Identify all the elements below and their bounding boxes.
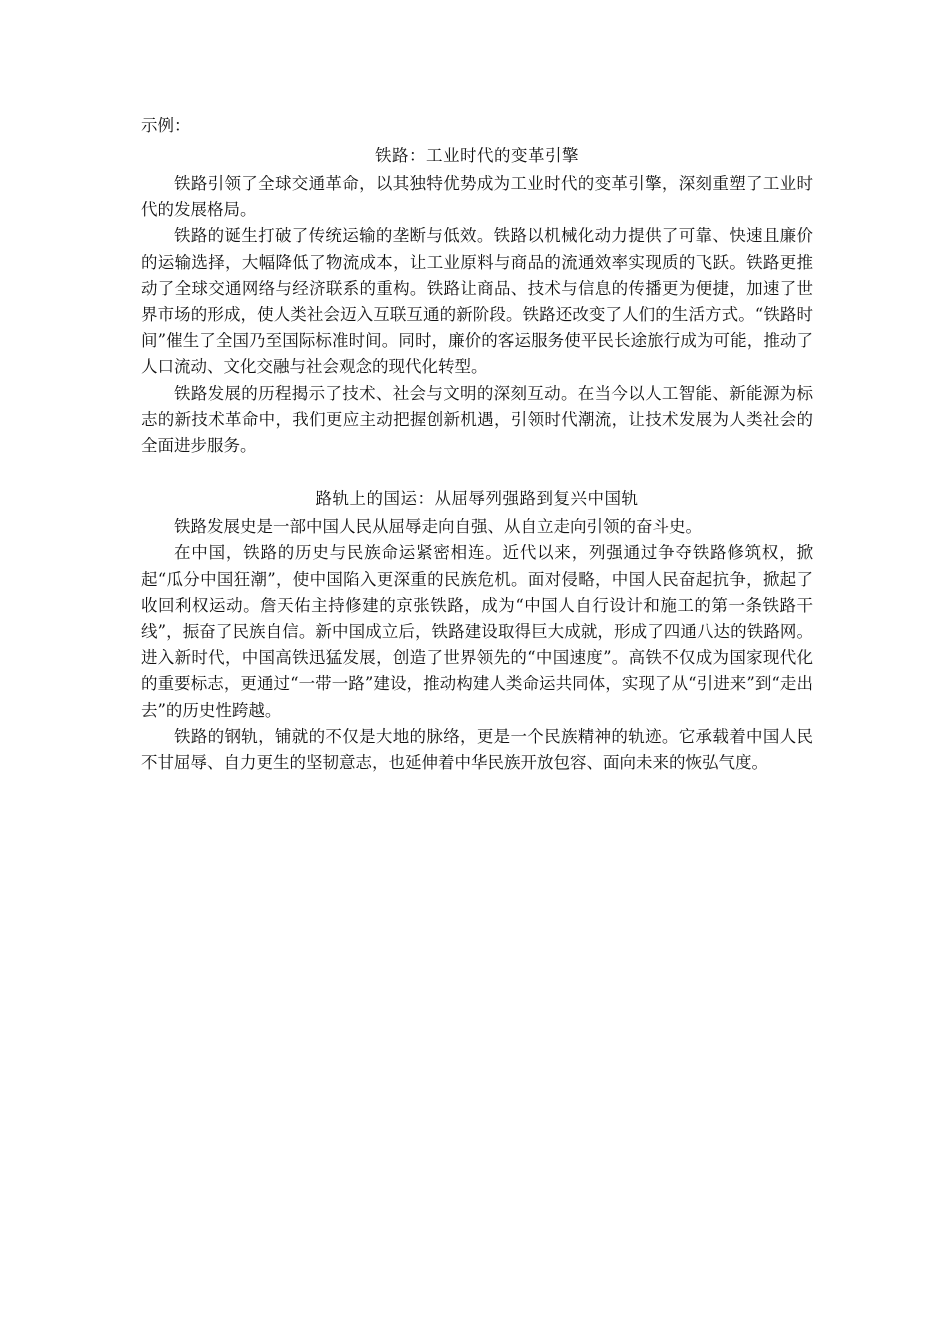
- document-page: [141, 113, 813, 776]
- essay-title-1: 铁路：工业时代的变革引擎: [375, 146, 579, 165]
- essay-section-1: [141, 143, 813, 459]
- essay-1-paragraph-2: 铁路的诞生打破了传统运输的垄断与低效。铁路以机械化动力提供了可靠、快速且廉价的运输选择，大幅降低了物流成本，让工业原料与商品的流通效率实现质的飞跃。铁路更推动了全球交通网络与经济联系的重构。铁路让商品、技术与信息的传播更为便捷，加速了世界市场的形成，使人类社会迈入互联互通的新阶段。铁路还改变了人们的生活方式。“铁路时间”催生了全国乃至国际标准时间。同时，廉价的客运服务使平民长途旅行成为可能，推动了人口流动、文化交融与社会观念的现代化转型。: [141, 226, 813, 377]
- essay-2-paragraph-1: 铁路发展史是一部中国人民从屈辱走向自强、从自立走向引领的奋斗史。: [174, 517, 702, 537]
- example-label: 示例：: [141, 116, 191, 135]
- essay-1-paragraph-1: 铁路引领了全球交通革命，以其独特优势成为工业时代的变革引擎，深刻重塑了工业时代的发展格局。: [141, 174, 813, 220]
- essay-title-2: 路轨上的国运：从屈辱列强路到复兴中国轨: [315, 489, 639, 509]
- essay-section-2: [141, 486, 813, 776]
- essay-2-paragraph-2: 在中国，铁路的历史与民族命运紧密相连。近代以来，列强通过争夺铁路修筑权，掀起“瓜分中国狂潮”，使中国陷入更深重的民族危机。面对侵略，中国人民奋起抗争，掀起了收回利权运动。詹天佑主持修建的京张铁路，成为“中国人自行设计和施工的第一条铁路干线”，振奋了民族自信。新中国成立后，铁路建设取得巨大成就，形成了四通八达的铁路网。进入新时代，中国高铁迅猛发展，创造了世界领先的“中国速度”。高铁不仅成为国家现代化的重要标志，更通过“一带一路”建设，推动构建人类命运共同体，实现了从“引进来”到“走出去”的历史性跨越。: [141, 543, 813, 720]
- essay-2-paragraph-3: 铁路的钢轨，铺就的不仅是大地的脉络，更是一个民族精神的轨迹。它承载着中国人民不甘屈辱、自力更生的坚韧意志，也延伸着中华民族开放包容、面向未来的恢弘气度。: [141, 726, 813, 773]
- essay-1-paragraph-3: 铁路发展的历程揭示了技术、社会与文明的深刻互动。在当今以人工智能、新能源为标志的新技术革命中，我们更应主动把握创新机遇，引领时代潮流，让技术发展为人类社会的全面进步服务。: [141, 383, 813, 456]
